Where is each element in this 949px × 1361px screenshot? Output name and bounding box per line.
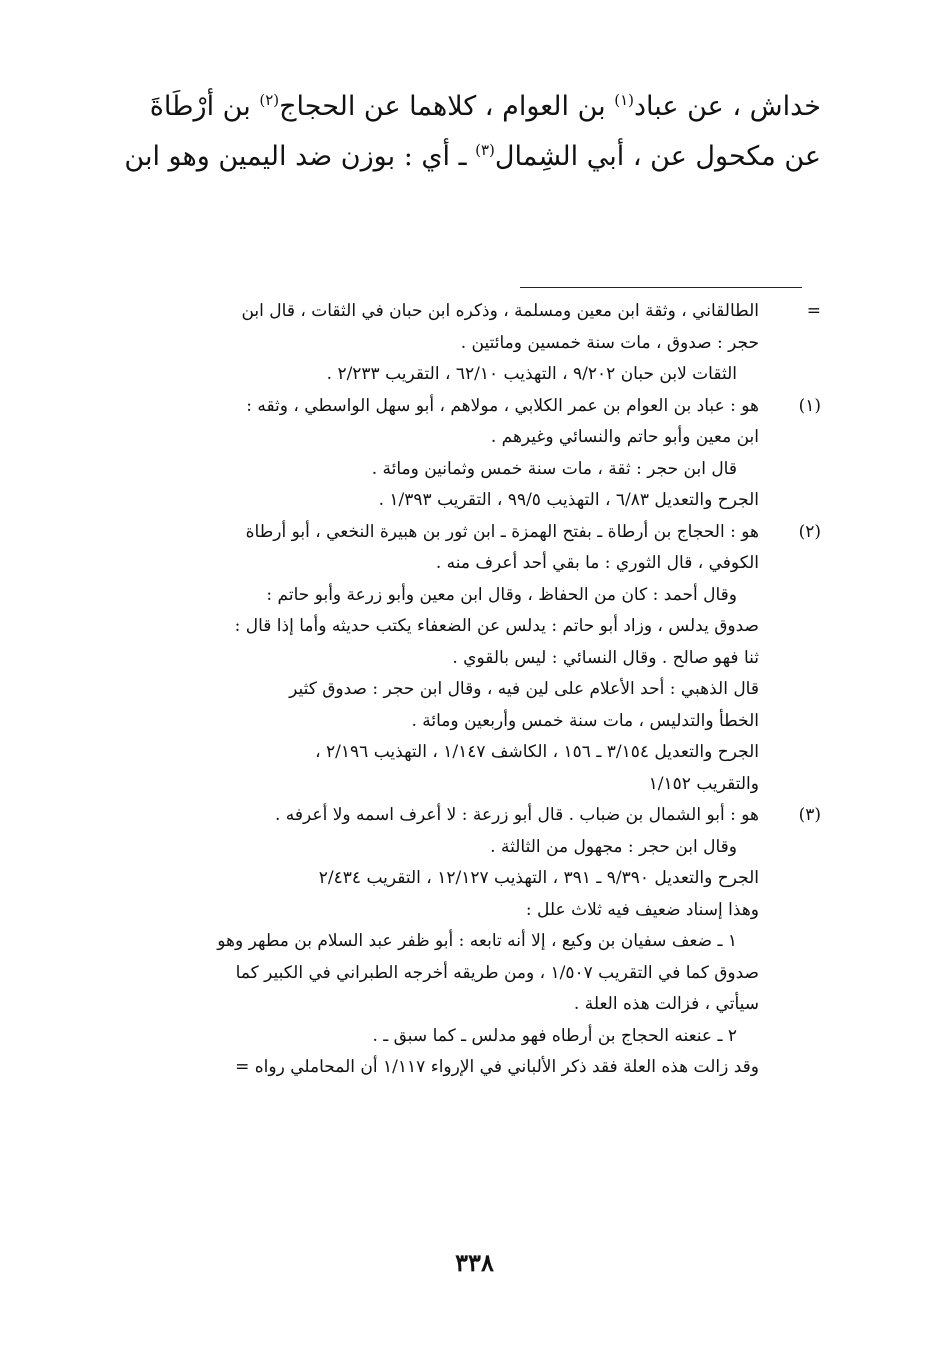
footnote-line: قال ابن حجر : ثقة ، مات سنة خمس وثمانين ومائة . [371, 458, 737, 479]
footnote-line: هو : أبو الشمال بن ضباب . قال أبو زرعة : لا أعرف اسمه ولا أعرفه . [275, 805, 759, 825]
footnote-line: سيأتي ، فزالت هذه العلة . [573, 994, 759, 1014]
footnote-line: حجر : صدوق ، مات سنة خمسين ومائتين . [460, 332, 759, 353]
footnote-continuation [121, 296, 821, 391]
footnote-line: الطالقاني ، وثقة ابن معين ومسلمة ، وذكره ابن حبان في الثقات ، قال ابن [241, 301, 759, 321]
footnote-ref-3[interactable]: (٣) [475, 141, 495, 159]
text-segment: ـ أي : بوزن ضد اليمين وهو ابن [124, 141, 476, 172]
footnote-line: ١ ـ ضعف سفيان بن وكيع ، إلا أنه تابعه : أبو ظفر عبد السلام بن مطهر وهو [217, 931, 737, 951]
footnote-line: الجرح والتعديل ٣/١٥٤ ـ ١٥٦ ، الكاشف ١/١٤٧ ، التهذيب ٢/١٩٦ ، [315, 742, 759, 762]
footnote-line: والتقريب ١/١٥٢ [648, 773, 759, 794]
footnote-line: وقال ابن حجر : مجهول من الثالثة . [490, 836, 737, 857]
footnote-line: الجرح والتعديل ٩/٣٩٠ ـ ٣٩١ ، التهذيب ١٢/١٢٧ ، التقريب ٢/٤٣٤ [318, 868, 759, 888]
footnote-line: الثقات لابن حبان ٩/٢٠٢ ، التهذيب ٦٢/١٠ ، التقريب ٢/٢٣٣ . [326, 364, 737, 384]
text-segment: بن العوام ، كلاهما عن الحجاج [279, 91, 615, 122]
footnote-line: صدوق كما في التقريب ١/٥٠٧ ، ومن طريقه أخرجه الطبراني في الكبير كما [235, 962, 759, 983]
footnote-line: هو : الحجاج بن أرطاة ـ بفتح الهمزة ـ ابن ثور بن هبيرة النخعي ، أبو أرطاة [245, 521, 759, 542]
footnote-line: قال الذهبي : أحد الأعلام على لين فيه ، وقال ابن حجر : صدوق كثير [289, 679, 759, 699]
footnote-1 [121, 391, 821, 517]
text-segment: بن أرْطَاةَ [149, 91, 260, 122]
footnote-line: صدوق يدلس ، وزاد أبو حاتم : يدلس عن الضعفاء يكتب حديثه وأما إذا قال : [234, 616, 759, 636]
footnote-line: الجرح والتعديل ٦/٨٣ ، التهذيب ٩٩/٥ ، التقريب ١/٣٩٣ . [378, 490, 759, 510]
footnote-ref-2[interactable]: (٢) [259, 91, 280, 109]
footnote-line: ٢ ـ عنعنه الحجاج بن أرطاه فهو مدلس ـ كما سبق ـ . [372, 1025, 737, 1046]
footnote-line: هو : عباد بن العوام بن عمر الكلابي ، مولاهم ، أبو سهل الواسطي ، وثقه : [246, 395, 759, 416]
footnote-2 [121, 517, 821, 801]
footnote-number: (١) [798, 395, 821, 416]
footnote-line: الخطأ والتدليس ، مات سنة خمس وأربعين ومائة . [411, 710, 759, 731]
footnote-line: وهذا إسناد ضعيف فيه ثلاث علل : [525, 899, 759, 920]
footnote-line: وقال أحمد : كان من الحفاظ ، وقال ابن معين وأبو زرعة وأبو حاتم : [266, 584, 737, 605]
footnote-separator [520, 287, 802, 288]
text-segment: عن مكحول عن ، أبي الشِمال [494, 141, 821, 172]
footnote-line: الكوفي ، قال الثوري : ما بقي أحد أعرف منه . [435, 553, 759, 573]
footnotes [121, 296, 821, 1084]
footnote-line: وقد زالت هذه العلة فقد ذكر الألباني في الإرواء ١/١١٧ أن المحاملي رواه = [235, 1057, 759, 1077]
page-number: ٣٣٨ [455, 1248, 494, 1277]
text-segment: خداش ، عن عباد [634, 91, 821, 122]
footnote-number: (٣) [798, 805, 821, 825]
continuation-marker: = [806, 301, 821, 321]
footnote-line: ثنا فهو صالح . وقال النسائي : ليس بالقوي . [452, 647, 759, 668]
footnote-3 [121, 800, 821, 1084]
footnote-number: (٢) [798, 521, 821, 542]
main-text-line-1 [121, 82, 821, 132]
main-text-line-2 [121, 132, 821, 182]
footnote-line: ابن معين وأبو حاتم والنسائي وغيرهم . [490, 427, 759, 447]
main-text [121, 82, 821, 182]
footnote-ref-1[interactable]: (١) [614, 91, 635, 109]
